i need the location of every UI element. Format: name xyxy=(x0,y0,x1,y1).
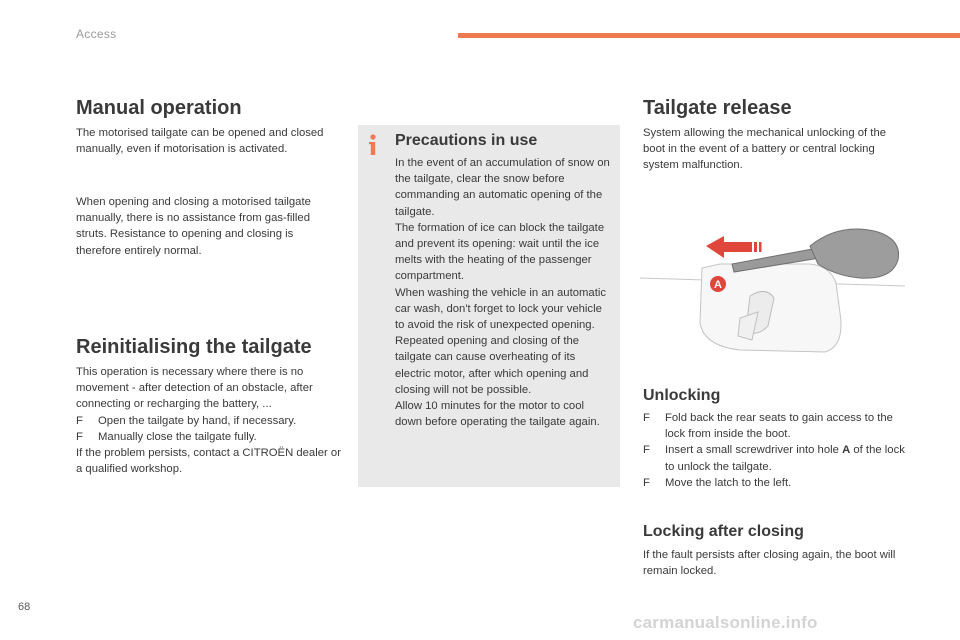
hole-reference: A xyxy=(842,444,851,457)
bullet-icon: F xyxy=(643,476,650,489)
precautions-title: Precautions in use xyxy=(395,132,538,149)
bullet-icon: F xyxy=(76,414,83,427)
unlocking-title: Unlocking xyxy=(643,387,721,404)
bullet-icon: F xyxy=(643,444,650,457)
reinitialising-title: Reinitialising the tailgate xyxy=(76,336,312,358)
reinitialising-text xyxy=(76,364,346,477)
manual-operation-paragraph-1: The motorised tailgate can be opened and closed manually, even if motorisation is activated. xyxy=(76,127,324,156)
precaution-paragraph: Allow 10 minutes for the motor to cool down before operating the tailgate again. xyxy=(395,400,600,429)
reinitialising-bullet-text: Manually close the tailgate fully. xyxy=(98,430,257,443)
reinitialising-outro: If the problem persists, contact a CITROËN dealer or a qualified workshop. xyxy=(76,447,341,476)
unlocking-step-text: of the lock to unlock the tailgate. xyxy=(665,444,905,473)
unlocking-step xyxy=(643,410,908,442)
locking-after-closing-title: Locking after closing xyxy=(643,523,804,540)
precaution-paragraph: Repeated opening and closing of the tailgate can cause overheating of its electric motor, after which opening and closing will not be possible. xyxy=(395,335,589,396)
bullet-icon: F xyxy=(76,430,83,443)
reinitialising-bullet xyxy=(76,429,346,445)
tailgate-release-paragraph: System allowing the mechanical unlocking of the boot in the event of a battery or central locking system malfunction. xyxy=(643,127,887,172)
hole-label-text: A xyxy=(714,279,722,291)
precaution-paragraph: In the event of an accumulation of snow on the tailgate, clear the snow before commanding an automatic opening of the tailgate. xyxy=(395,157,610,218)
bullet-icon: F xyxy=(643,412,650,424)
page-number: 68 xyxy=(18,601,31,613)
reinitialising-bullet xyxy=(76,413,346,429)
unlocking-step xyxy=(643,442,908,474)
unlocking-step xyxy=(643,475,908,491)
precaution-paragraph: The formation of ice can block the tailgate and prevent its opening: wait until the ice melts with the heating of the passenger compartment. xyxy=(395,221,605,283)
reinitialising-bullet-text: Open the tailgate by hand, if necessary. xyxy=(98,414,297,427)
section-label: Access xyxy=(76,27,117,41)
manual-operation-title: Manual operation xyxy=(76,97,242,119)
header-accent-rule xyxy=(458,33,960,38)
tailgate-release-title: Tailgate release xyxy=(643,97,792,119)
lock-screwdriver-illustration xyxy=(640,228,905,363)
info-icon xyxy=(366,134,380,156)
unlocking-list xyxy=(643,410,908,491)
watermark: carmanualsonline.info xyxy=(633,613,818,632)
manual-operation-paragraph-2: When opening and closing a motorised tailgate manually, there is no assistance from gas-filled struts. Resistance to opening and closing is therefore entirely normal. xyxy=(76,196,311,257)
precautions-text xyxy=(395,155,613,430)
unlocking-step-text: Move the latch to the left. xyxy=(665,476,792,489)
unlocking-step-text: Insert a small screwdriver into hole xyxy=(665,444,843,457)
unlocking-step-text: Fold back the rear seats to gain access to the lock from inside the boot. xyxy=(665,412,893,441)
reinitialising-intro: This operation is necessary where there is no movement - after detection of an obstacle, after connecting or recharging the battery, ... xyxy=(76,366,313,411)
locking-after-closing-paragraph: If the fault persists after closing again, the boot will remain locked. xyxy=(643,549,896,578)
precaution-paragraph: When washing the vehicle in an automatic car wash, don't forget to lock your vehicle to avoid the risk of unexpected opening. xyxy=(395,286,606,332)
